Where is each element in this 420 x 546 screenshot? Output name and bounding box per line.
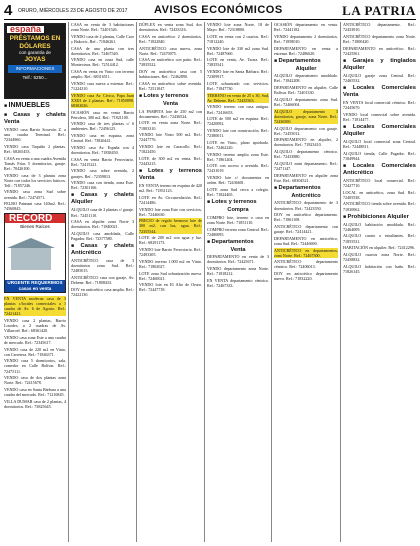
ad-text: ALQUILO departamento céntrico. Ref.: 72433880. [274,149,338,160]
ad-text: VILLA DUMAR casa de 2 plantas, 4 dormitorios. Ref.: 73825645. [4,398,66,409]
ad-text: VENDO departamento 2 dormitorios. Ref.: 71858010. [274,33,338,44]
ad-text: LOTE en venta con 2 cuartos. Ref.: 71812240. [207,33,269,44]
ad-text: VENDO casa con tienda, zona Este. Ref.: 72301166. [71,180,134,191]
section-heading: ■ Casas y chalets Alquiler [71,192,134,206]
ad-text: DÚPLEX en venta zona Sud, dos dormitorios. Ref.: 72433316. [139,22,202,33]
edition-date: ORURO, MIÉRCOLES 23 DE AGOSTO DE 2017 [18,8,128,14]
ad-text: VENDO local comercial sobre avenida. Ref.: 71814477. [343,111,416,122]
ad-text: ANTICRÉTICO departamento. Ref.: 72433910. [343,22,416,33]
ad-text: VENDO casa de 3 plantas zona Norte con todos los servicios básicos. Telf.: 71857246. [4,172,66,188]
column-divider [136,22,137,542]
ad-text: CASA en alquiler zona Norte 3 dormitorios. Ref.: 71840021. [71,219,134,230]
ad-text: ALQUILO tienda, Calle Pagador. Ref.: 71849944. [343,150,416,161]
ad-text: VENDO lote de 330 m2 zona Sud. Ref.: 72487660. [207,45,269,56]
house-image [11,248,51,270]
subsection-heading: Anticrético [291,192,321,199]
espana-line: con garantía de [19,49,51,55]
ad-text: CASA en anticrético con patio. Ref.: 73835522. [139,57,202,68]
ad-text: LOTE urbanizado con servicios. Ref.: 71847730. [207,80,269,91]
ad-text: ANTICRÉTICO local comercial. Ref.: 72427710. [343,177,416,188]
espana-info: INFORMACIONES [8,65,62,73]
ad-text: LOTE con acceso a avenida. Ref.: 72431019. [207,163,269,174]
ad-text: ALQUILO departamento con garaje. Ref.: 72455012. [274,125,338,136]
espana-phone: Telf.: 5250... [22,74,48,80]
ad-text: DOY en anticrético casa con 5 habitaciones. Ref.: 72462890. [139,69,202,80]
ad-text: OCASIÓN casa en venta Barrio Petrolero, 300 m2. Ref.: 71821100. [71,109,134,120]
ad-text: ALQUILO cuartos zona Norte. Ref.: 72458832. [343,251,416,262]
ad-text: LOTE zona Sud cerca a colegio. Ref.: 71824465. [207,186,269,198]
column-1 [4,22,66,542]
ad-text: DOY en anticrético departamento. Ref.: 71861108. [274,212,338,223]
highlighted-ad: ALQUILO departamento 3 dormitorios, garaje, zona Norte. Ref.: 72436500. [274,108,338,124]
ad-text: DEPARTAMENTO en venta de 3 dormitorios. Ref.: 72425671. [207,254,269,265]
column-6 [343,22,416,542]
ad-text: ALQUILO local comercial zona Central. Ref.: 72448811. [343,138,416,149]
ad-text: VENDO lote en Caracollo. Ref.: 71822450. [139,144,202,155]
ad-text: CASA en venta a una cuadra Avenida Tomás Frías 5 dormitorios, garaje. Ref.: 70426100. [4,155,66,171]
ad-text: CASA en anticrético sobre avenida. Ref.: 72511047. [139,80,202,91]
ad-text: ALQUILO departamento amoblado. Ref.: 71842208. [274,73,338,84]
ad-text: VENDO casa sobre avenida, 2 garajes. Ref.: 72359813. [71,168,134,179]
ad-text: CASA en venta en Vinto con terreno amplio. Ref.: 68316511. [71,69,134,80]
ad-text: LOTE en Av. Circunvalación. Ref.: 72414486. [139,194,202,205]
ad-text: LA PAMPITA lote de 250 m2 con documentos. Ref.: 72436524. [139,108,202,119]
subsection-heading: Venta [163,101,178,108]
section-heading: ■ Lotes y terrenos [139,93,202,100]
ad-text: LOTE de 300 m2 en venta. Ref.: 72443215. [139,155,202,166]
ad-text: VENDO terreno con casa antigua. Ref.: 72416653. [207,104,269,115]
ad-text: ALQUILO mini departamento. Ref.: 72471147. [274,160,338,171]
column-5 [274,22,338,542]
newspaper-logo: LA PATRIA [342,3,416,18]
ad-text: LOTE en venta zona Norte. Ref.: 71803310. [139,120,202,131]
ad-text: LOTE zona Sud urbanización nueva. Ref.: 72460021. [139,270,202,281]
column-3 [139,22,202,542]
column-2 [71,22,134,542]
ad-text: ALQUILO casa amoblada, Calle Pagador. Ref.: 72377580. [71,231,134,242]
ad-text: ALQUILO departamento zona Sud. Ref.: 72466004. [274,96,338,107]
ad-text: FELBO Paimani casa 140m2. Ref.: 74560845. [4,201,66,212]
espana-headline: PRÉSTAMOS EN DÓLARES [9,35,61,50]
ad-text: EN VENTA terreno en esquina de 420 m2. Ref.: 71831123. [139,183,202,194]
section-title: AVISOS ECONÓMICOS [154,4,283,16]
ad-text: DEPARTAMENTO en alquiler, Calle Bolívar. Ref.: 72401330. [274,85,338,96]
ad-text: HABITACIÓN en alquiler. Ref.: 72412296. [343,245,415,251]
ad-text: VENDO casa de 2 plantas, Calle Caro y Bakovic. Ref.: 71846261. [71,33,134,44]
ad-text: VENDO casa zona Sud sobre avenida. Ref.: 72474571. [4,189,66,200]
ad-text: VENDO lote Barrio Ferroviario. Ref.: 72493305. [139,247,202,258]
ad-text: VENDO casa 5 dormitorios, sala, comedor en Calle Bolívar. Ref.: 72475111. [4,358,66,374]
ad-text: EN VENTA departamento céntrico. Ref.: 72467333. [207,277,269,288]
ad-text: VENDO casa zona Este a una cuadra de mercado. Ref.: 72345617. [4,334,66,345]
ad-text: VENDO casa de dos plantas zona Norte. Ref.: 72415678. [4,375,66,386]
ad-text: VENDO terreno 1.000 m2 en Vinto. Ref.: 71863027. [139,258,202,269]
ad-text: VENDO lote Vinto 500 m2. Ref.: 72447776. [139,132,202,143]
page-number: 4 [4,2,13,19]
section-heading: ■ Departamentos [274,58,338,65]
ad-text: VENDO casa 2 plantas, Barrio Lourdes, a 2 cuadras de Av. Villarroel. Ref.: 68361420. [4,317,66,334]
ad-text: OCASIÓN departamento en venta. Ref.: 72441182. [274,22,338,33]
highlighted-ad: EN VENTA moderna casa de 3 plantas c/locales comerciales a 1 cuadra de Av. 6 de Agosto. Ref.: 72421421. [4,295,66,317]
ad-text: EN VENTA local comercial céntrico. Ref.: 72445670. [343,99,416,111]
ad-text: COMPRO terreno zona Central. Ref.: 72480095. [207,226,269,237]
ad-text: DEPARTAMENTO en alquiler, 2 dormitorios. Ref.: 71823410. [274,137,338,148]
section-heading: ■ Lotes y terrenos Venta [139,168,202,182]
column-divider [204,22,205,542]
column-divider [340,22,341,542]
ad-text: DEPARTAMENTO en venta a estrenar. Ref.: 72486620. [274,45,338,56]
ad-text: VENDO lote c/ documentos en orden. Ref.: 72436601. [207,175,269,186]
ad-text: ANTICRÉTICO casa nueva, zona Norte. Ref.: 72470075. [139,45,202,56]
section-heading: ■ Garajes y tinglados Alquiler [343,58,416,72]
highlighted-ad: TERRENO en venta de 25 x 30, Sud, Av. Dehene. Ref.: 72435563. [207,92,269,103]
header-rule [4,19,416,20]
ad-text: VENDO casa nueva a estrenar. Ref.: 71224310. [71,80,134,91]
subsection-heading: Alquiler [295,65,317,72]
ad-text: ANTICRÉTICO departamento zona Norte. Ref.: 71800420. [343,33,416,44]
column-4 [207,22,269,542]
record-logo: RECORD [5,214,65,223]
ad-text: ALQUILO cuarto a estudiantes. Ref.: 71855531. [343,233,416,244]
ad-text: ALQUILO habitación con baño. Ref.: 71826145. [343,263,416,274]
ad-text: ALQUILO casa de 2 plantas c/ garaje. Ref.: 72451110. [71,207,134,218]
ad-text: COMPRO lote, terreno o casa en zona Norte. Ref.: 71851110. [207,214,269,225]
ad-text: LOTE en Vinto, plano aprobado. Ref.: 72462220. [207,139,269,150]
column-divider [271,22,272,542]
ad-text: CASA en venta Barrio Ferroviario. Ref.: 72415221. [71,156,134,167]
section-heading: ■ Casas y chalets Anticrético [71,243,134,257]
subsection-heading: Compra [227,207,249,214]
ad-text: ALQUILO garaje zona Central. Ref.: 72465532. [343,72,416,83]
ad-text: VENDO casa en zona Sud, calle Montecinos. Ref.: 72514412. [71,57,134,68]
ad-text: ANTICRÉTICO casa de 3 dormitorios zona Sud. Ref.: 72485015. [71,258,134,274]
section-heading: ■ Departamentos [274,185,338,192]
record-tagline: Bienes Raíces [20,224,50,230]
column-divider [68,22,69,542]
ad-text: VENDO casa Av. España con 4 dormitorios. Ref.: 71838450. [71,144,134,155]
ad-text: ANTICRÉTICO casa con garaje, Av. Dehene. Ref.: 71808433. [71,275,134,286]
ad-text: LOTE en venta, Av. Tacna. Ref.: 73835541. [207,57,269,68]
ad-text: VENDO departamento zona Norte. Ref.: 71818212. [207,266,269,277]
ad-text: VENDO casa Taquiña 2 plantas. Ref.: 68265453. [4,143,66,154]
ad-text: VENDO lote en Santa Bárbara. Ref.: 72309917. [207,69,269,80]
section-heading: ■ Prohibiciones Alquiler [343,214,416,221]
section-heading-inmuebles: ■ INMUEBLES [4,102,66,110]
ad-text: VENDO lote con construcción. Ref.: 72380011. [207,128,269,139]
espana-jewelry: JOYAS [24,55,46,63]
ad-text: ANTICRÉTICO departamento con garaje. Ref.: 72414421. [274,224,338,235]
record-ad [4,213,66,293]
highlighted-ad: PRECIO de regalo hermoso lote de 300 m2, con luz, agua. Ref.: 72355544. [139,218,202,234]
section-heading: ■ Locales Comerciales Anticrético [343,163,416,177]
ad-text: DOY en anticrético departamento nuevo. Ref.: 71832220. [274,271,338,282]
ad-text: VENDO casa en Santa Bárbara a una cuadra del mercado. Ref.: 71216845. [4,387,66,398]
ad-text: CASA en venta de 3 habitaciones zona Norte. Ref.: 72401526. [71,22,134,33]
ad-text: LOCAL en anticrético, zona Sud. Ref.: 72405538. [343,189,416,200]
highlighted-ad: VENDO casa Av. Cívica, Papa Juan XXIII de 2 plantas. Ref.: 71850898, 68302026. [71,92,134,108]
ad-text: ANTICRÉTICO departamento de 3 dormitorios. Ref.: 72423550. [274,200,338,211]
highlighted-ad: ANTICRÉTICO en departamentos, zona Norte. Ref.: 72467500. [274,247,338,258]
ad-text: LOTE de 200 m2 con agua y luz. Ref.: 68291173. [139,235,202,246]
section-heading: ■ Locales Comerciales Venta [343,85,416,99]
ad-text: VENDO casa de tres plantas c/ 6 ambientes. Ref.: 72456125. [71,121,134,132]
ad-text: VENDO terreno amplio zona Este. Ref.: 71861204. [207,151,269,162]
ad-text: ALQUILO habitación amoblada. Ref.: 72464009. [343,221,416,232]
subsection-heading: Venta [230,246,246,253]
ad-text: DEPARTAMENTO en anticrético. Ref.: 72425561. [343,45,416,56]
ad-text: DEPARTAMENTO en alquiler zona Este. Ref.: 68304521. [274,172,338,183]
ad-text: VENDO casa en esquina, zona Central. Ref.: 73826441. [71,133,134,144]
ad-text: VENDO casa Barrio Socavón Z. a una cuadra Terminal. Ref.: 72344960. [4,127,66,143]
ad-text: VENDO casa de 220 m2 en Vinto, con Carretera. Ref.: 71846371. [4,346,66,357]
ad-text: ANTICRÉTICO departamento céntrico. Ref.: 72406013. [274,259,338,270]
ad-text: CASA de una planta con tres dormitorios. Ref.: 72467540. [71,45,134,56]
record-urgent: URGENTE REQUERIMOS casas en venta [5,280,65,292]
section-heading: ■ Departamentos [207,239,269,246]
ad-text: DOY en anticrético casa amplia. Ref.: 72422130. [71,286,134,297]
ad-text: LOTE de 500 m2 en esquina. Ref.: 72420092. [207,116,269,127]
ad-text: ANTICRÉTICO tienda sobre avenida. Ref.: 71830062. [343,201,416,212]
section-heading: ■ Locales Comerciales Alquiler [343,124,416,138]
section-heading: ■ Casas y chalets Venta [4,112,66,126]
ad-text: CASA en anticrético 2 dormitorios. Ref.: 71822840. [139,33,202,44]
espana-ad [4,23,66,99]
ad-text: VENDO lote zona Este con servicios. Ref.: 72446630. [139,206,202,217]
page-header [4,3,416,18]
ad-text: DEPARTAMENTO en anticrético, zona Sud. Ref.: 72446690. [274,235,338,246]
ad-text: VENDO lote zona Norte, 18 de Mayo. Ref.: 72318800. [207,22,269,33]
ad-text: VENDO lote en El Alto de Oruro. Ref.: 72447718. [139,282,202,293]
section-heading: ■ Lotes y terrenos [207,199,269,206]
espana-logo: españa [7,26,44,33]
